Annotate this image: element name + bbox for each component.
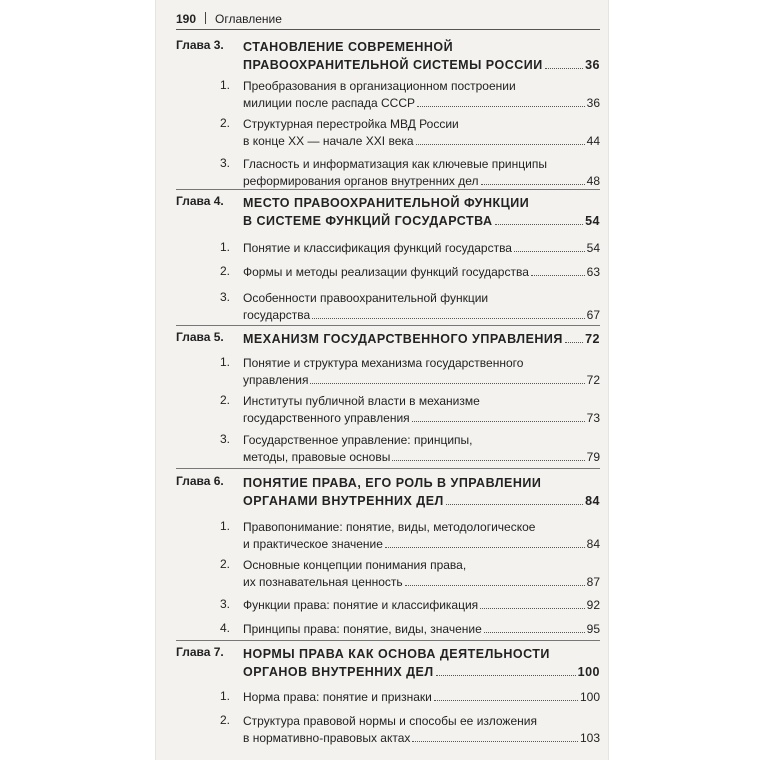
entry-text-line: управления bbox=[243, 373, 309, 387]
entry-text-line: государства bbox=[243, 308, 311, 322]
page-number: 84 bbox=[586, 537, 600, 551]
entry-text-line: Понятие и структура механизма государственного bbox=[243, 356, 524, 370]
entry-text-line: Основные концепции понимания права, bbox=[243, 558, 467, 572]
page-number: 72 bbox=[585, 332, 600, 346]
section-number: 1. bbox=[220, 240, 231, 254]
dot-leader bbox=[481, 184, 585, 185]
chapter-title bbox=[243, 474, 600, 510]
entry-text-line: ОРГАНОВ ВНУТРЕННИХ ДЕЛ bbox=[243, 665, 434, 679]
dot-leader bbox=[484, 632, 585, 633]
section-title bbox=[243, 290, 600, 324]
header-divider bbox=[205, 12, 206, 24]
chapter-label: Глава 5. bbox=[176, 330, 224, 344]
entry-text-line: Принципы права: понятие, виды, значение bbox=[243, 622, 482, 636]
dot-leader bbox=[417, 106, 585, 107]
header-title: Оглавление bbox=[215, 12, 282, 26]
page-number: 92 bbox=[586, 598, 600, 612]
page-number: 72 bbox=[586, 373, 600, 387]
entry-text-line: в конце XX — начале XXI века bbox=[243, 134, 414, 148]
chapter-divider bbox=[176, 640, 600, 641]
section-number: 2. bbox=[220, 557, 231, 571]
page-number: 36 bbox=[585, 58, 600, 72]
dot-leader bbox=[565, 342, 583, 343]
page-number: 63 bbox=[586, 265, 600, 279]
entry-text-line: Государственное управление: принципы, bbox=[243, 433, 473, 447]
dot-leader bbox=[531, 275, 585, 276]
entry-text-line: государственного управления bbox=[243, 411, 410, 425]
chapter-title bbox=[243, 645, 600, 681]
dot-leader bbox=[385, 547, 585, 548]
page-number: 95 bbox=[586, 622, 600, 636]
entry-text-line: ПОНЯТИЕ ПРАВА, ЕГО РОЛЬ В УПРАВЛЕНИИ bbox=[243, 476, 542, 490]
page-number: 36 bbox=[586, 96, 600, 110]
entry-text-line: Формы и методы реализации функций государства bbox=[243, 265, 529, 279]
chapter-title bbox=[243, 330, 600, 348]
page-number: 54 bbox=[585, 214, 600, 228]
entry-text-line: Структура правовой нормы и способы ее изложения bbox=[243, 714, 537, 728]
entry-text-line: реформирования органов внутренних дел bbox=[243, 174, 479, 188]
entry-text-line: Норма права: понятие и признаки bbox=[243, 690, 432, 704]
section-title bbox=[243, 78, 600, 112]
section-number: 1. bbox=[220, 689, 231, 703]
section-title bbox=[243, 116, 600, 150]
dot-leader bbox=[412, 741, 578, 742]
entry-text-line: их познавательная ценность bbox=[243, 575, 403, 589]
page-number: 48 bbox=[586, 174, 600, 188]
entry-text-line: в нормативно-правовых актах bbox=[243, 731, 411, 745]
section-title bbox=[243, 519, 600, 553]
entry-text-line: и практическое значение bbox=[243, 537, 383, 551]
section-number: 4. bbox=[220, 621, 231, 635]
page-number: 79 bbox=[586, 450, 600, 464]
entry-text-line: ПРАВООХРАНИТЕЛЬНОЙ СИСТЕМЫ РОССИИ bbox=[243, 58, 543, 72]
entry-text-line: милиции после распада СССР bbox=[243, 96, 415, 110]
chapter-label: Глава 6. bbox=[176, 474, 224, 488]
dot-leader bbox=[446, 504, 583, 505]
entry-text-line: Понятие и классификация функций государства bbox=[243, 241, 512, 255]
entry-text-line: методы, правовые основы bbox=[243, 450, 391, 464]
chapter-label: Глава 4. bbox=[176, 194, 224, 208]
dot-leader bbox=[416, 144, 585, 145]
page-number: 67 bbox=[586, 308, 600, 322]
section-title bbox=[243, 393, 600, 427]
entry-text-line: Структурная перестройка МВД России bbox=[243, 117, 459, 131]
dot-leader bbox=[434, 700, 578, 701]
section-title bbox=[243, 355, 600, 389]
section-number: 2. bbox=[220, 116, 231, 130]
chapter-divider bbox=[176, 468, 600, 469]
chapter-divider bbox=[176, 325, 600, 326]
page-number: 54 bbox=[586, 241, 600, 255]
dot-leader bbox=[480, 608, 584, 609]
page-number: 73 bbox=[586, 411, 600, 425]
chapter-label: Глава 7. bbox=[176, 645, 224, 659]
section-title bbox=[243, 713, 600, 747]
page-number: 100 bbox=[577, 665, 600, 679]
header-rule bbox=[176, 29, 600, 30]
chapter-label: Глава 3. bbox=[176, 38, 224, 52]
section-title bbox=[243, 597, 600, 614]
section-number: 3. bbox=[220, 597, 231, 611]
section-number: 1. bbox=[220, 519, 231, 533]
entry-text-line: ОРГАНАМИ ВНУТРЕННИХ ДЕЛ bbox=[243, 494, 444, 508]
dot-leader bbox=[412, 421, 585, 422]
dot-leader bbox=[514, 251, 585, 252]
dot-leader bbox=[495, 224, 584, 225]
entry-text-line: Институты публичной власти в механизме bbox=[243, 394, 480, 408]
section-number: 1. bbox=[220, 355, 231, 369]
dot-leader bbox=[310, 383, 584, 384]
chapter-title bbox=[243, 38, 600, 74]
section-number: 3. bbox=[220, 432, 231, 446]
entry-text-line: Преобразования в организационном построении bbox=[243, 79, 516, 93]
dot-leader bbox=[436, 675, 576, 676]
entry-text-line: Функции права: понятие и классификация bbox=[243, 598, 479, 612]
page-number: 100 bbox=[579, 690, 600, 704]
entry-text-line: Особенности правоохранительной функции bbox=[243, 291, 489, 305]
section-title bbox=[243, 156, 600, 190]
dot-leader bbox=[405, 585, 585, 586]
section-number: 3. bbox=[220, 290, 231, 304]
section-number: 2. bbox=[220, 264, 231, 278]
chapter-title bbox=[243, 194, 600, 230]
entry-text-line: НОРМЫ ПРАВА КАК ОСНОВА ДЕЯТЕЛЬНОСТИ bbox=[243, 647, 550, 661]
section-title bbox=[243, 264, 600, 281]
section-title bbox=[243, 621, 600, 638]
entry-text-line: Гласность и информатизация как ключевые принципы bbox=[243, 157, 547, 171]
entry-text-line: Правопонимание: понятие, виды, методологическое bbox=[243, 520, 536, 534]
section-title bbox=[243, 557, 600, 591]
section-number: 3. bbox=[220, 156, 231, 170]
section-title bbox=[243, 240, 600, 257]
book-page bbox=[156, 0, 608, 760]
section-number: 2. bbox=[220, 393, 231, 407]
section-number: 1. bbox=[220, 78, 231, 92]
page-number: 103 bbox=[579, 731, 600, 745]
dot-leader bbox=[545, 68, 583, 69]
dot-leader bbox=[312, 318, 584, 319]
entry-text-line: В СИСТЕМЕ ФУНКЦИЙ ГОСУДАРСТВА bbox=[243, 214, 493, 228]
entry-text-line: МЕСТО ПРАВООХРАНИТЕЛЬНОЙ ФУНКЦИИ bbox=[243, 196, 530, 210]
section-title bbox=[243, 432, 600, 466]
entry-text-line: МЕХАНИЗМ ГОСУДАРСТВЕННОГО УПРАВЛЕНИЯ bbox=[243, 332, 563, 346]
section-title bbox=[243, 689, 600, 706]
page-number: 84 bbox=[585, 494, 600, 508]
page-number: 44 bbox=[586, 134, 600, 148]
section-number: 2. bbox=[220, 713, 231, 727]
running-header bbox=[176, 12, 282, 26]
header-page-number: 190 bbox=[176, 12, 197, 26]
page-number: 87 bbox=[586, 575, 600, 589]
entry-text-line: СТАНОВЛЕНИЕ СОВРЕМЕННОЙ bbox=[243, 40, 454, 54]
dot-leader bbox=[392, 460, 584, 461]
